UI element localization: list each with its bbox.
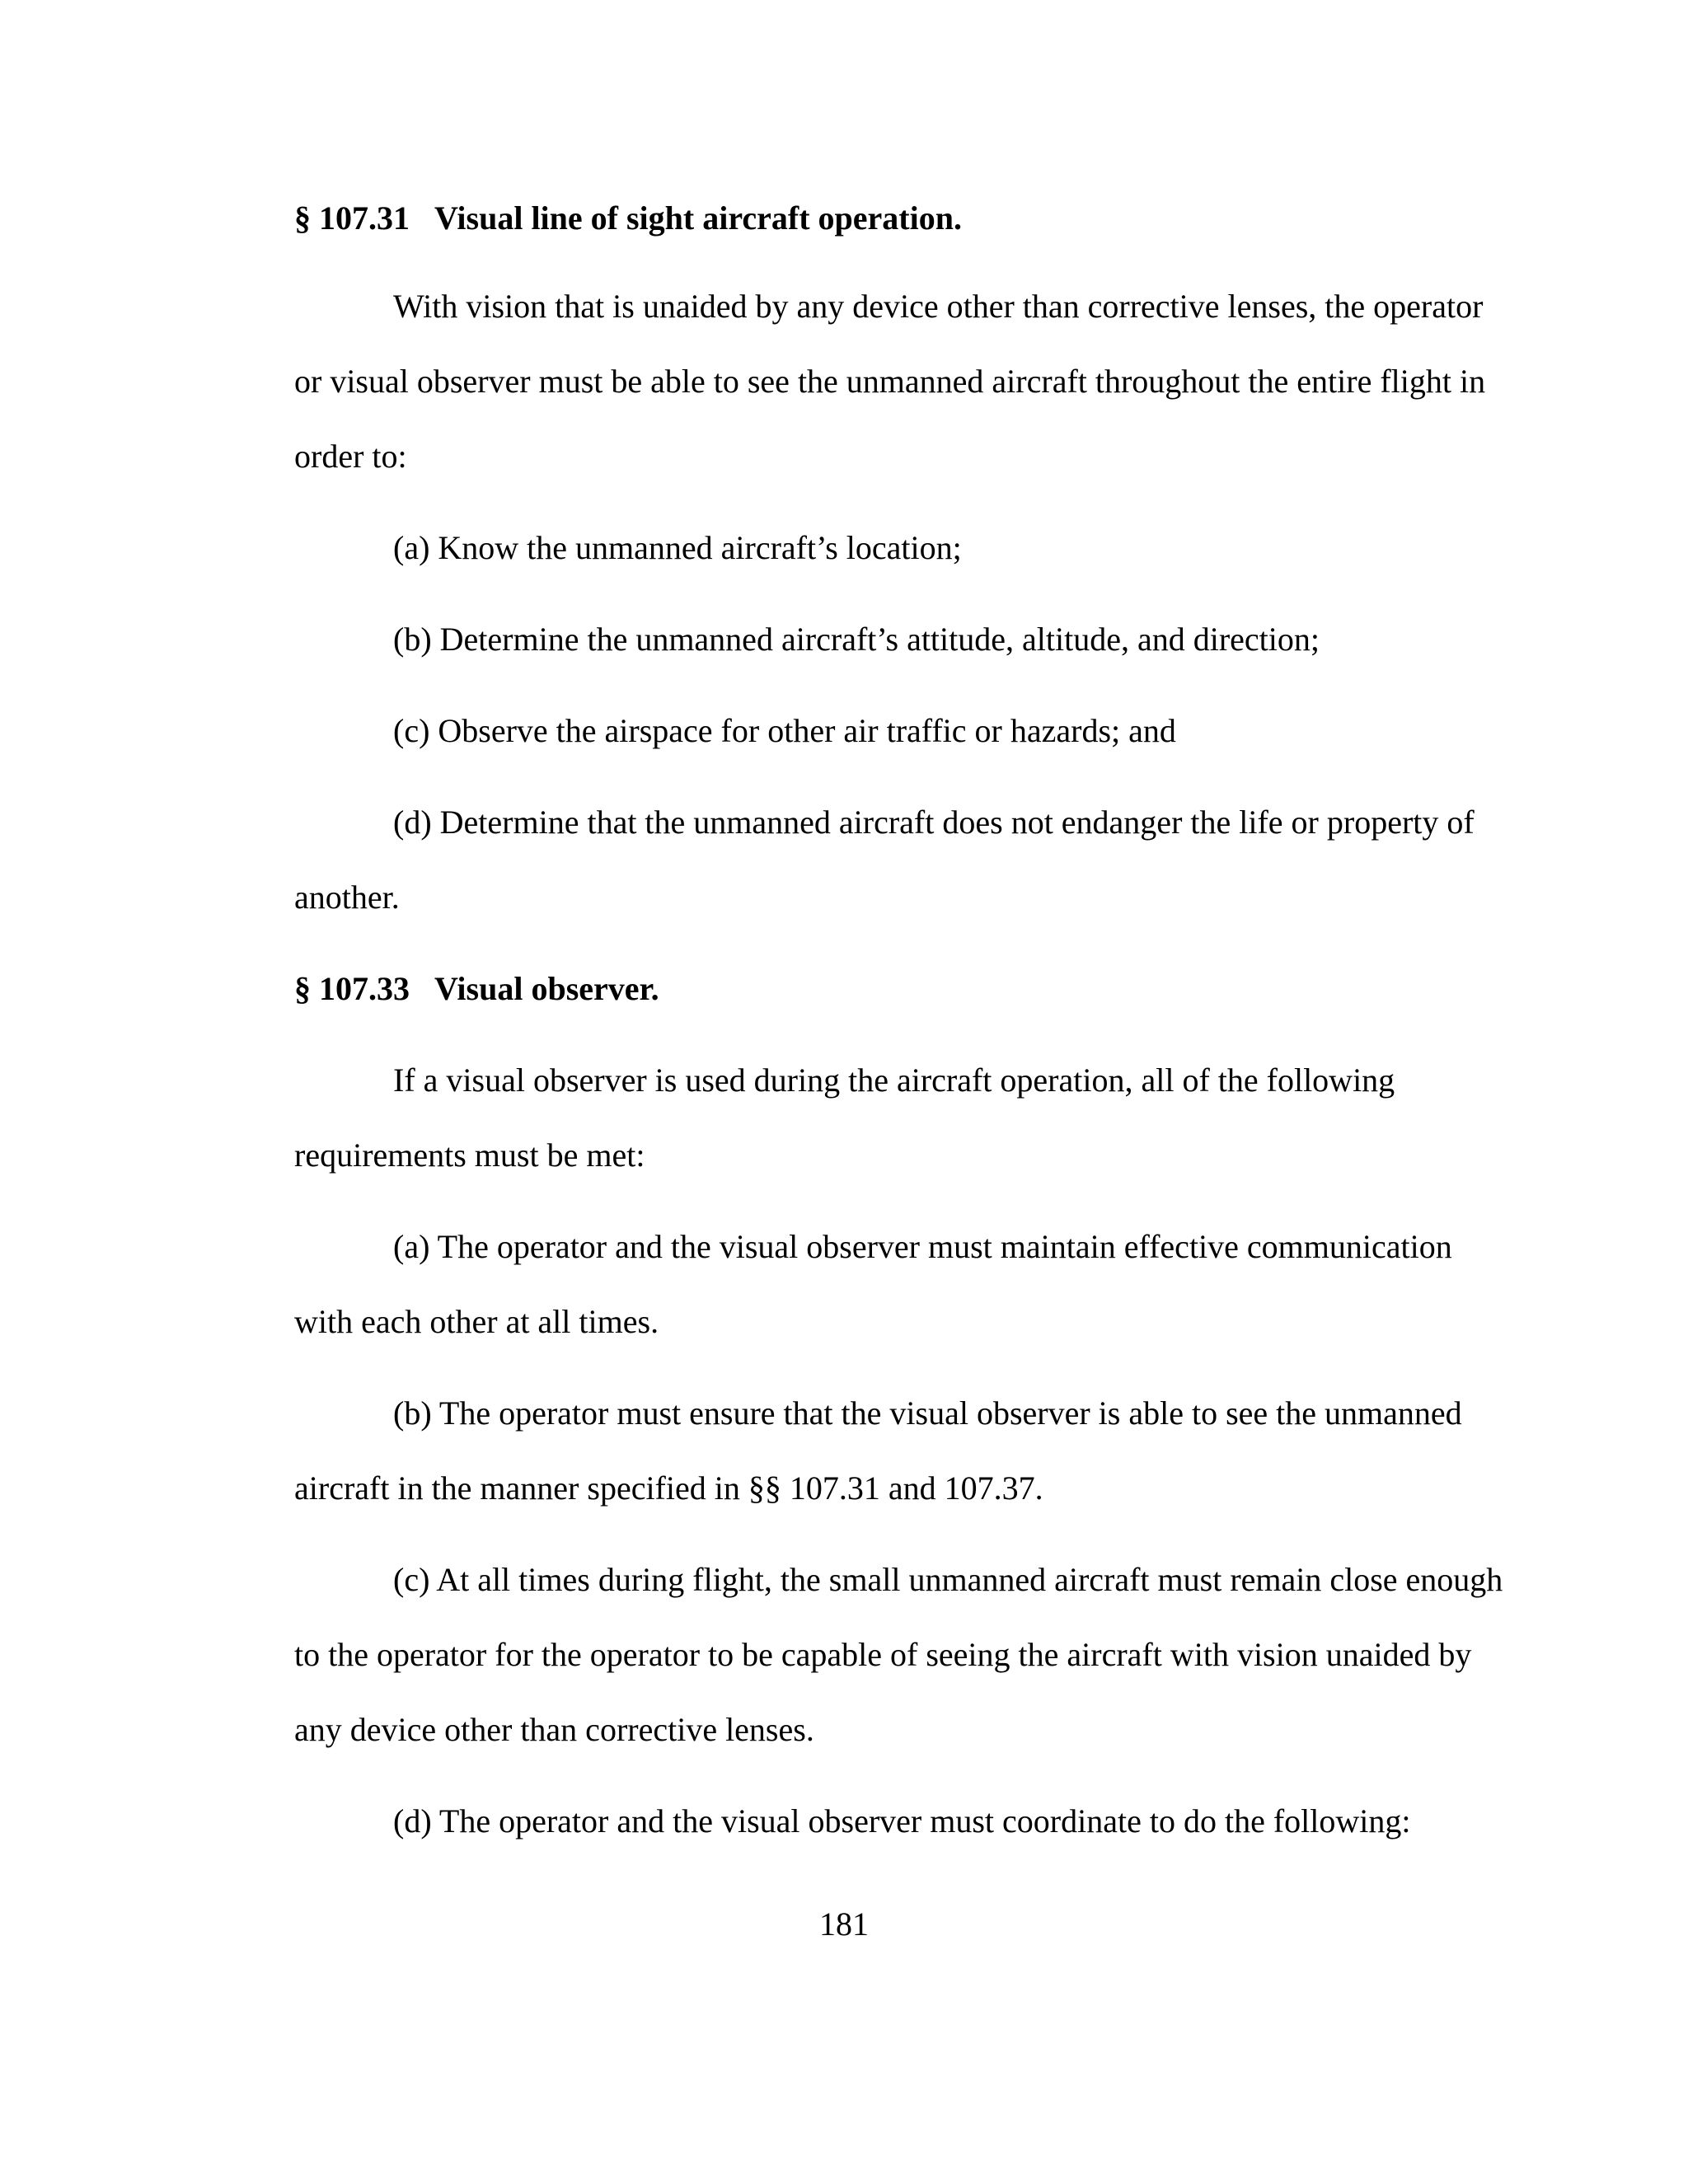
list-item-d: (d) Determine that the unmanned aircraft does not endanger the life or property of <box>393 804 1475 841</box>
section-heading-107-31 <box>294 199 962 237</box>
list-item-c-continued: any device other than corrective lenses. <box>294 1711 814 1748</box>
paragraph-line: If a visual observer is used during the aircraft operation, all of the following <box>393 1062 1395 1099</box>
list-item-c: (c) Observe the airspace for other air traffic or hazards; and <box>393 712 1176 749</box>
section-number: § 107.31 <box>294 199 410 237</box>
list-item-a-continued: with each other at all times. <box>294 1303 659 1340</box>
list-item-c-continued: to the operator for the operator to be capable of seeing the aircraft with vision unaided by <box>294 1636 1472 1673</box>
section-title: Visual observer. <box>434 970 659 1007</box>
list-item-b-continued: aircraft in the manner specified in §§ 107.31 and 107.37. <box>294 1469 1043 1507</box>
paragraph-line: order to: <box>294 438 407 475</box>
section-number: § 107.33 <box>294 970 410 1007</box>
list-item-b: (b) The operator must ensure that the visual observer is able to see the unmanned <box>393 1394 1462 1432</box>
list-item-b: (b) Determine the unmanned aircraft’s attitude, altitude, and direction; <box>393 621 1320 658</box>
list-item-a: (a) The operator and the visual observer must maintain effective communication <box>393 1228 1452 1265</box>
paragraph-line: With vision that is unaided by any device other than corrective lenses, the operator <box>393 288 1484 325</box>
section-title: Visual line of sight aircraft operation. <box>434 199 962 237</box>
page-number: 181 <box>819 1905 869 1943</box>
paragraph-line: or visual observer must be able to see the unmanned aircraft throughout the entire flight in <box>294 363 1486 400</box>
list-item-d: (d) The operator and the visual observer must coordinate to do the following: <box>393 1802 1411 1840</box>
list-item-c: (c) At all times during flight, the small unmanned aircraft must remain close enough <box>393 1561 1503 1598</box>
paragraph-line: requirements must be met: <box>294 1137 645 1174</box>
section-heading-107-33 <box>294 972 659 1005</box>
list-item-a: (a) Know the unmanned aircraft’s location; <box>393 529 962 566</box>
list-item-d-continued: another. <box>294 879 400 916</box>
